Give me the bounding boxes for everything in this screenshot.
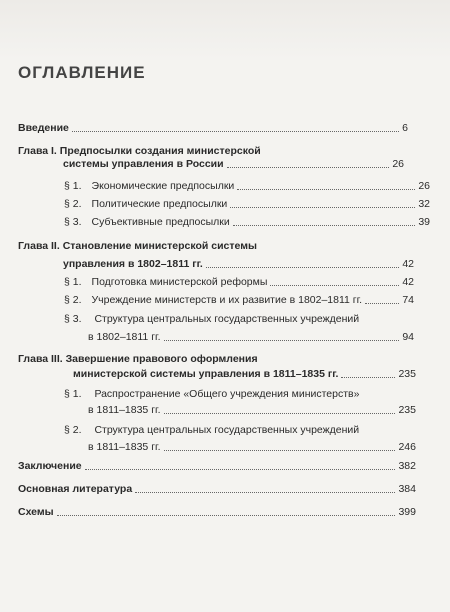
section-number: § 3. xyxy=(64,313,82,325)
toc-entry-ch3-section-2[interactable] xyxy=(18,424,416,454)
toc-page: 42 xyxy=(402,276,414,288)
toc-entry-chapter-1[interactable] xyxy=(18,145,404,171)
chapter-prefix: Глава I. xyxy=(18,145,57,157)
toc-page: 399 xyxy=(398,506,416,518)
leader-dots xyxy=(135,491,395,493)
section-title-line-1: Структура центральных государственных учреждений xyxy=(94,424,360,436)
toc-label: Введение xyxy=(18,122,69,134)
section-number: § 1. xyxy=(64,180,82,192)
leader-dots xyxy=(72,130,399,132)
toc-entry-ch1-section-3[interactable] xyxy=(18,216,430,229)
chapter-title-line-2: системы управления в России xyxy=(63,158,224,170)
toc-page: 246 xyxy=(398,441,416,453)
toc-page: 39 xyxy=(418,216,430,228)
leader-dots xyxy=(230,206,415,208)
leader-dots xyxy=(227,166,390,168)
toc-page: 42 xyxy=(402,258,414,270)
section-number: § 2. xyxy=(64,424,82,436)
section-title: Политические предпосылки xyxy=(91,198,228,210)
section-number: § 1. xyxy=(64,388,82,400)
leader-dots xyxy=(57,514,396,516)
leader-dots xyxy=(270,284,399,286)
toc-page: 235 xyxy=(398,404,416,416)
chapter-title-line-1: Завершение правового оформления xyxy=(65,353,258,365)
leader-dots xyxy=(206,266,399,268)
toc-entry-ch1-section-2[interactable] xyxy=(18,198,430,211)
toc-entry-chapter-3[interactable] xyxy=(18,353,416,381)
leader-dots xyxy=(85,468,396,470)
section-title: Субъективные предпосылки xyxy=(91,216,230,228)
toc-page: 6 xyxy=(402,122,408,134)
leader-dots xyxy=(341,376,395,378)
leader-dots xyxy=(233,224,416,226)
toc-page: 32 xyxy=(418,198,430,210)
chapter-prefix: Глава II. xyxy=(18,240,60,252)
chapter-title-line-2: министерской системы управления в 1811–1835 гг. xyxy=(73,368,339,380)
bleed-through-text xyxy=(0,0,450,60)
section-title: Подготовка министерской реформы xyxy=(91,276,268,288)
section-title-line-2: в 1811–1835 гг. xyxy=(88,404,161,416)
toc-page: 26 xyxy=(418,180,430,192)
toc-entry-chapter-2[interactable] xyxy=(18,240,414,271)
section-title: Экономические предпосылки xyxy=(91,180,235,192)
section-title: Учреждение министерств и их развитие в 1802–1811 гг. xyxy=(91,294,363,306)
toc-page: 94 xyxy=(402,331,414,343)
section-number: § 2. xyxy=(64,294,82,306)
page-title: ОГЛАВЛЕНИЕ xyxy=(18,63,146,82)
leader-dots xyxy=(164,449,396,451)
section-number: § 1. xyxy=(64,276,82,288)
toc-entry-schemes[interactable] xyxy=(18,506,416,519)
toc-entry-ch2-section-2[interactable] xyxy=(18,294,414,307)
chapter-title-line-1: Становление министерской системы xyxy=(62,240,257,252)
leader-dots xyxy=(237,188,415,190)
section-title-line-1: Структура центральных государственных учреждений xyxy=(94,313,360,325)
chapter-title-line-1: Предпосылки создания министерской xyxy=(59,145,261,157)
toc-entry-ch2-section-1[interactable] xyxy=(18,276,414,289)
leader-dots xyxy=(365,302,399,304)
section-title-line-2: в 1811–1835 гг. xyxy=(88,441,161,453)
toc-label: Схемы xyxy=(18,506,54,518)
chapter-prefix: Глава III. xyxy=(18,353,63,365)
section-title-line-2: в 1802–1811 гг. xyxy=(88,331,161,343)
toc-entry-conclusion[interactable] xyxy=(18,460,416,473)
toc-page: 384 xyxy=(398,483,416,495)
toc-page: 382 xyxy=(398,460,416,472)
toc-entry-ch3-section-1[interactable] xyxy=(18,388,416,417)
leader-dots xyxy=(164,412,396,414)
leader-dots xyxy=(164,339,400,341)
toc-page: 74 xyxy=(402,294,414,306)
section-number: § 2. xyxy=(64,198,82,210)
toc-page: 26 xyxy=(392,158,404,170)
toc-entry-intro[interactable] xyxy=(18,122,408,135)
toc-entry-ch2-section-3[interactable] xyxy=(18,313,414,344)
toc-entry-literature[interactable] xyxy=(18,483,416,496)
section-number: § 3. xyxy=(64,216,82,228)
toc-entry-ch1-section-1[interactable] xyxy=(18,180,430,193)
toc-page: 235 xyxy=(398,368,416,380)
section-title-line-1: Распространение «Общего учреждения министерств» xyxy=(94,388,360,400)
toc-label: Основная литература xyxy=(18,483,133,495)
toc-label: Заключение xyxy=(18,460,82,472)
chapter-title-line-2: управления в 1802–1811 гг. xyxy=(63,258,203,270)
